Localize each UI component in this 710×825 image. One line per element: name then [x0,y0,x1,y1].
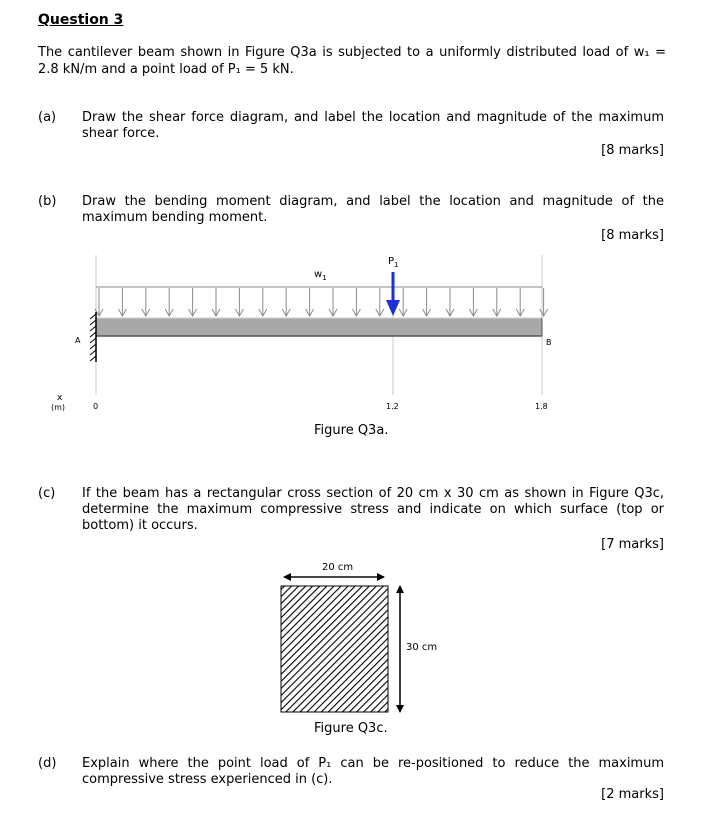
question-intro: The cantilever beam shown in Figure Q3a is subjected to a uniformly distributed load of w₁ = 2.8 kN/m and a point load of P₁ = 5 kN. [38,45,666,77]
part-a-text: Draw the shear force diagram, and label the location and magnitude of the maximum shear force. [82,110,664,141]
tick-0: 0 [93,402,99,411]
part-a-label: (a) [38,110,57,125]
figure-q3a [0,250,710,450]
part-c-text: If the beam has a rectangular cross section of 20 cm x 30 cm as shown in Figure Q3c, determine the maximum compressive stress and indicate on which surface (top or bottom) it occurs. [82,486,664,533]
figure-q3c [270,555,438,720]
support-a-label: A [75,336,81,345]
part-d-text: Explain where the point load of P₁ can be re-positioned to reduce the maximum compressive stress experienced in (c). [82,756,664,787]
tick-1-2: 1.2 [386,402,399,411]
fixed-support [90,312,96,362]
part-b-label: (b) [38,194,57,209]
width-label: 20 cm [322,562,354,573]
part-b-marks: [8 marks] [601,228,664,243]
part-c-marks: [7 marks] [601,537,664,552]
axis-unit-label: (m) [51,403,66,412]
tick-1-8: 1.8 [535,402,548,411]
point-load-label: $P_1$ [388,256,399,269]
udl-arrows [95,288,548,316]
question-heading: Question 3 [38,12,124,28]
part-a-marks: [8 marks] [601,143,664,158]
figure-q3a-caption: Figure Q3a. [314,423,389,438]
part-d-marks: [2 marks] [601,787,664,802]
beam [96,318,542,336]
udl-label: $w_1$ [314,269,327,282]
part-c-label: (c) [38,486,56,501]
part-d-label: (d) [38,756,57,771]
support-b-label: B [546,338,552,347]
part-b-text: Draw the bending moment diagram, and label the location and magnitude of the maximum bending moment. [82,194,664,225]
point-load-head [386,300,400,316]
cross-section [281,586,388,712]
height-label: 30 cm [406,642,438,653]
axis-x-label: x [57,393,63,403]
figure-q3c-caption: Figure Q3c. [314,721,388,736]
